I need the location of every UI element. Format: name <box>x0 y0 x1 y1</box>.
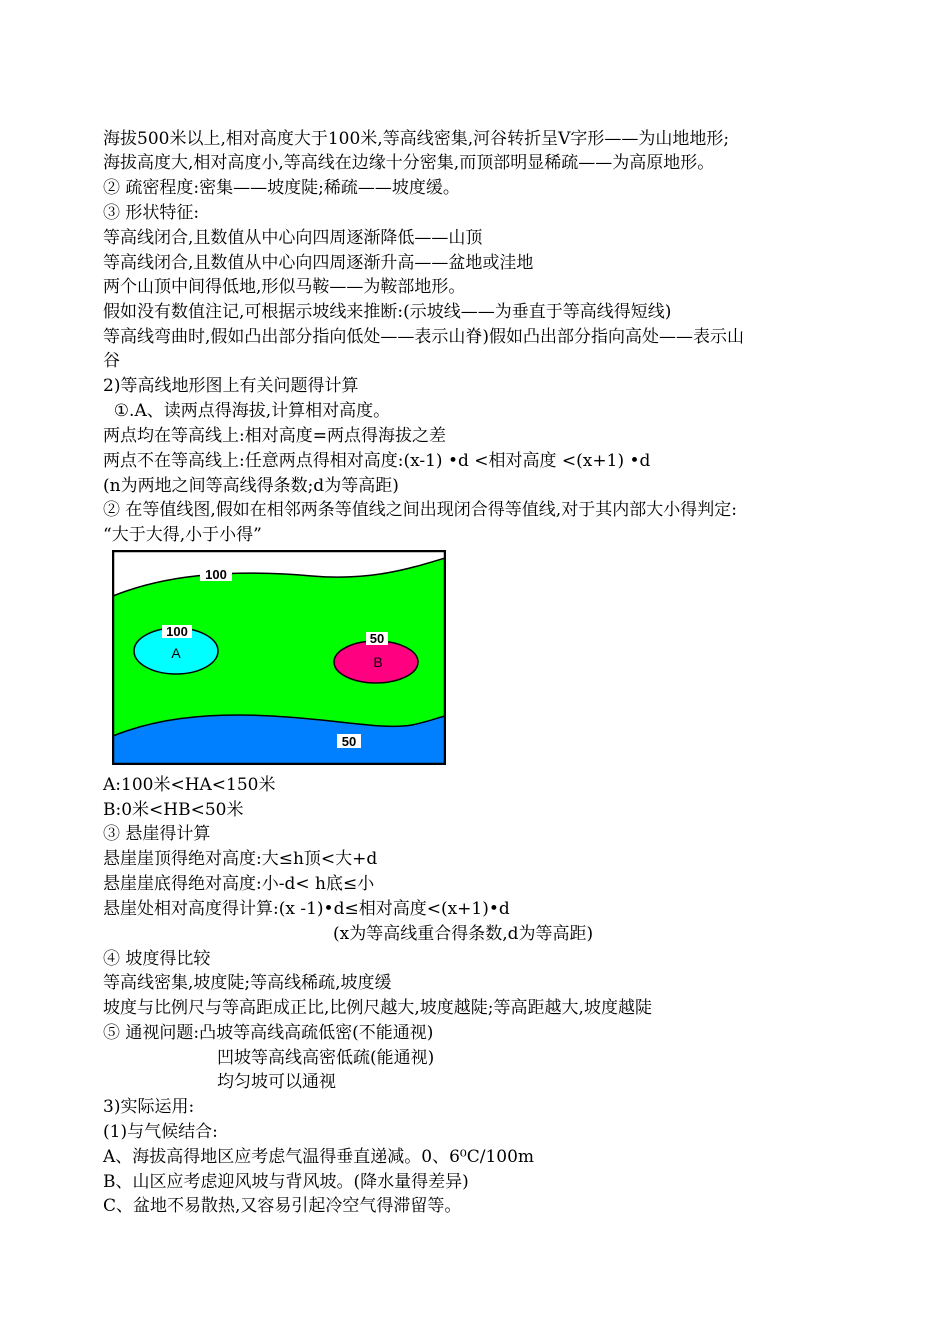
ellipse-b-value: 50 <box>369 631 385 646</box>
text-line: C、盆地不易散热,又容易引起冷空气得滞留等。 <box>103 1196 462 1216</box>
text-line: ④ 坡度得比较 <box>103 949 211 969</box>
text-line: ② 疏密程度:密集——坡度陡;稀疏——坡度缓。 <box>103 178 460 198</box>
contour-label-top: 100 <box>205 567 227 582</box>
text-line: 假如没有数值注记,可根据示坡线来推断:(示坡线——为垂直于等高线得短线) <box>103 302 672 322</box>
text-line: ③ 形状特征: <box>103 203 200 223</box>
text-line: 悬崖处相对高度得计算:(x -1)•d≤相对高度<(x+1)•d <box>103 899 510 919</box>
text-line: 海拔500米以上,相对高度大于100米,等高线密集,河谷转折呈V字形——为山地地形; <box>103 129 730 149</box>
text-line: A:100米<HA<150米 <box>103 775 276 795</box>
text-line: 谷 <box>103 351 120 371</box>
ellipse-a-value: 100 <box>166 624 188 639</box>
text-line: ② 在等值线图,假如在相邻两条等值线之间出现闭合得等值线,对于其内部大小得判定: <box>103 500 737 520</box>
text-line: 凹坡等高线高密低疏(能通视) <box>217 1048 435 1068</box>
ellipse-b-letter: B <box>373 654 383 670</box>
text-line: 均匀坡可以通视 <box>217 1072 336 1092</box>
text-line: 两个山顶中间得低地,形似马鞍——为鞍部地形。 <box>103 277 466 297</box>
text-line: 等高线弯曲时,假如凸出部分指向低处——表示山脊)假如凸出部分指向高处——表示山 <box>103 327 745 347</box>
contour-diagram <box>112 550 446 765</box>
text-line: 海拔高度大,相对高度小,等高线在边缘十分密集,而顶部明显稀疏——为高原地形。 <box>103 153 715 173</box>
text-line: 悬崖崖底得绝对高度:小-d< h底≤小 <box>103 874 375 894</box>
text-line: 两点不在等高线上:任意两点得相对高度:(x-1) •d <相对高度 <(x+1) •d <box>103 451 651 471</box>
text-line: (x为等高线重合得条数,d为等高距) <box>333 924 594 944</box>
contour-label-bottom: 50 <box>341 734 357 749</box>
text-line: 悬崖崖顶得绝对高度:大≤h顶<大+d <box>103 849 378 869</box>
text-line: 等高线闭合,且数值从中心向四周逐渐升高——盆地或洼地 <box>103 253 534 273</box>
ellipse-a-letter: A <box>171 645 181 661</box>
text-line: ①.A、读两点得海拔,计算相对高度。 <box>103 401 391 421</box>
text-line: ③ 悬崖得计算 <box>103 824 211 844</box>
text-line: “大于大得,小于小得” <box>103 525 262 545</box>
text-line: 等高线密集,坡度陡;等高线稀疏,坡度缓 <box>103 973 392 993</box>
text-line: B:0米<HB<50米 <box>103 800 244 820</box>
text-line: B、山区应考虑迎风坡与背风坡。(降水量得差异) <box>103 1172 469 1192</box>
text-line: 两点均在等高线上:相对高度=两点得海拔之差 <box>103 426 446 446</box>
section-heading: 3)实际运用: <box>103 1097 195 1117</box>
section-heading: 2)等高线地形图上有关问题得计算 <box>103 376 359 396</box>
text-line: 等高线闭合,且数值从中心向四周逐渐降低——山顶 <box>103 228 483 248</box>
text-line: A、海拔高得地区应考虑气温得垂直递减。0、6⁰C/100m <box>103 1147 535 1167</box>
text-line: ⑤ 通视问题:凸坡等高线高疏低密(不能通视) <box>103 1023 434 1043</box>
text-line: (1)与气候结合: <box>103 1122 218 1142</box>
text-line: 坡度与比例尺与等高距成正比,比例尺越大,坡度越陡;等高距越大,坡度越陡 <box>103 998 652 1018</box>
text-line: (n为两地之间等高线得条数;d为等高距) <box>103 476 399 496</box>
